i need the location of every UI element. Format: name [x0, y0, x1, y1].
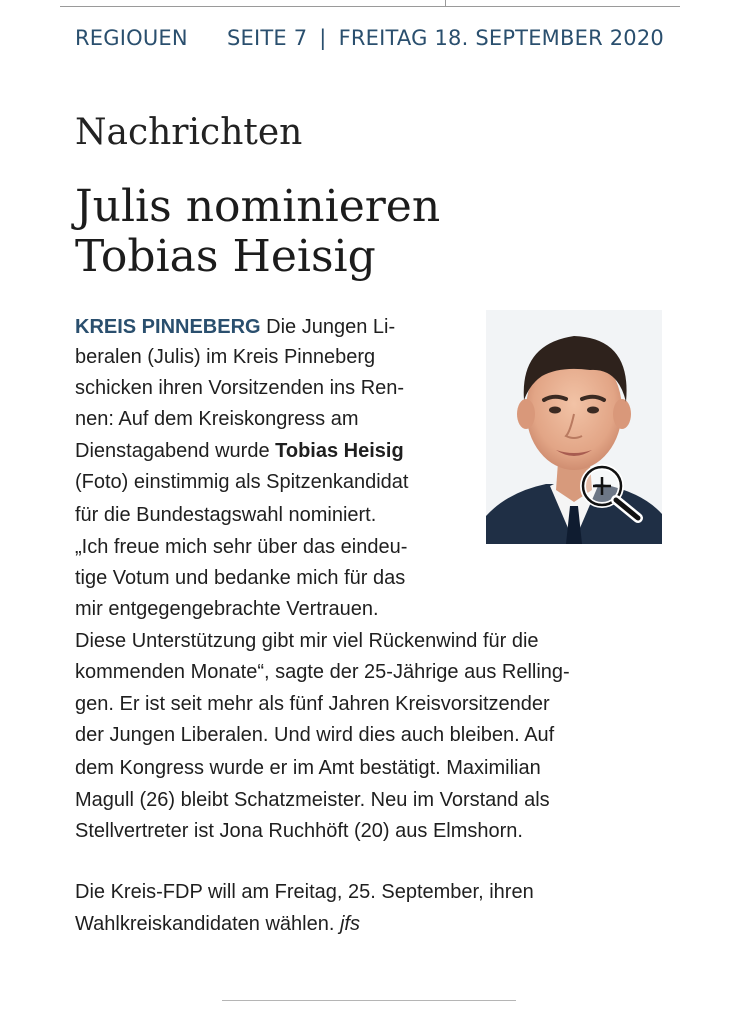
body-line-10: mir entgegengebrachte Vertrauen. — [75, 598, 379, 620]
body-line-3: schicken ihren Vorsitzenden ins Ren- — [75, 377, 405, 399]
zoom-in-icon[interactable] — [578, 462, 648, 524]
article-headline — [75, 182, 675, 282]
body-text-1: Die Jungen Li- — [260, 316, 396, 338]
page-info — [227, 26, 664, 50]
closing-text-2: Wahlkreiskandidaten wählen. — [75, 913, 340, 935]
body-line-6: (Foto) einstimmig als Spitzenkandidat — [75, 471, 409, 493]
top-rule — [60, 6, 680, 7]
body-line-15: dem Kongress wurde er im Amt bestätigt. Maximilian — [75, 757, 541, 779]
body-line-4: nen: Auf dem Kreiskongress am — [75, 408, 359, 430]
body-line-8: „Ich freue mich sehr über das eindeu- — [75, 536, 408, 558]
bold-name: Tobias Heisig — [275, 440, 404, 462]
body-line-1 — [75, 312, 395, 342]
body-line-14: der Jungen Liberalen. Und wird dies auch bleiben. Auf — [75, 724, 555, 746]
body-line-7: für die Bundestagswahl nominiert. — [75, 504, 377, 526]
page-header — [75, 26, 664, 54]
body-text-5: Dienstagabend wurde — [75, 440, 276, 462]
closing-line-2 — [75, 909, 360, 939]
body-line-11: Diese Unterstützung gibt mir viel Rückenwind für die — [75, 630, 539, 652]
body-line-16: Magull (26) bleibt Schatzmeister. Neu im Vorstand als — [75, 789, 550, 811]
body-line-2: beralen (Julis) im Kreis Pinneberg — [75, 346, 376, 368]
closing-line-1: Die Kreis-FDP will am Freitag, 25. September, ihren — [75, 881, 534, 903]
dateline: KREIS PINNEBERG — [75, 316, 261, 338]
author-initials: jfs — [339, 913, 360, 935]
body-line-9: tige Votum und bedanke mich für das — [75, 567, 406, 589]
region-label: REGIOUEN — [75, 26, 188, 50]
page-number: SEITE 7 — [226, 26, 308, 50]
headline-line-2: Tobias Heisig — [75, 231, 376, 282]
issue-date: FREITAG 18. SEPTEMBER 2020 — [338, 26, 664, 50]
headline-line-1: Julis nominieren — [75, 181, 441, 232]
header-separator: | — [319, 26, 327, 50]
category-title: Nachrichten — [75, 112, 303, 153]
body-line-5 — [75, 436, 404, 466]
top-rule-tick — [445, 0, 446, 7]
body-line-12: kommenden Monate“, sagte der 25-Jährige aus Relling- — [75, 661, 570, 683]
body-line-17: Stellvertreter ist Jona Ruchhöft (20) aus Elmshorn. — [75, 820, 523, 842]
body-line-13: gen. Er ist seit mehr als fünf Jahren Kreisvorsitzender — [75, 693, 550, 715]
bottom-rule — [222, 1000, 516, 1001]
